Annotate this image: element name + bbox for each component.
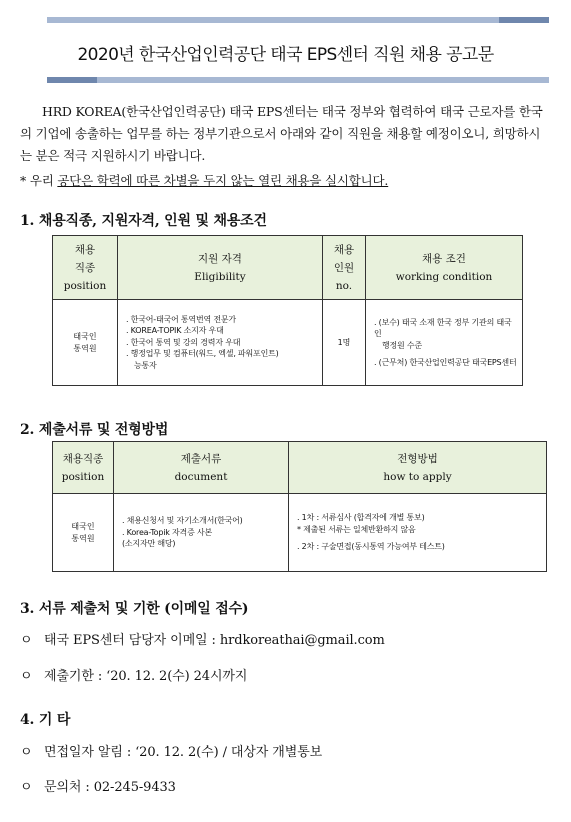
cell-position: 태국인 통역원 (53, 494, 114, 572)
header-how-to-apply: 전형방법 how to apply (289, 442, 547, 494)
page-title: 2020년 한국산업인력공단 태국 EPS센터 직원 채용 공고문 (77, 45, 494, 65)
header-condition: 채용 조건 working condition (366, 236, 523, 300)
bottom-decor-bar-accent (47, 77, 97, 83)
contact-text: 문의처 : 02-245-9433 (44, 780, 176, 795)
header-count: 채용 인원 no. (323, 236, 366, 300)
bullet: ㅇ (20, 633, 33, 648)
header-eligibility: 지원 자격 Eligibility (118, 236, 323, 300)
documents-table (52, 441, 547, 572)
list-item-contact (20, 776, 176, 795)
deadline-text: 제출기한 : ‘20. 12. 2(수) 24시까지 (44, 669, 248, 684)
list-item-interview (20, 741, 322, 760)
cell-count: 1명 (323, 300, 366, 386)
equal-opportunity-note (20, 171, 388, 189)
section2-heading: 2. 제출서류 및 전형방법 (20, 422, 169, 438)
section1-heading: 1. 채용직종, 지원자격, 인원 및 채용조건 (20, 213, 267, 229)
table-row (53, 494, 547, 572)
cell-position: 태국인 통역원 (53, 300, 118, 386)
list-item-email (20, 629, 385, 648)
intro-paragraph: HRD KOREA(한국산업인력공단) 태국 EPS센터는 태국 정부와 협력하여 태국 근로자를 한국의 기업에 송출하는 업무를 하는 정부기관으로서 아래와 같이 직원을 채용할 예정이오니, 희망하시는 분은 적극 지원하시기 바랍니다. (20, 104, 543, 163)
cell-method: . 1차 : 서류심사 (합격자에 개별 통보) * 제출된 서류는 일체반환하지 않음 . 2차 : 구술면접(동시통역 가능여부 테스트) (289, 494, 547, 572)
bullet: ㅇ (20, 669, 33, 684)
bullet: ㅇ (20, 780, 33, 795)
top-decor-bar (47, 17, 549, 23)
table-row (53, 300, 523, 386)
cell-condition: . (보수) 태국 소재 한국 정부 기관의 태국인 행정원 수준 . (근무처) 한국산업인력공단 태국EPS센터 (366, 300, 523, 386)
bottom-decor-bar (47, 77, 549, 83)
header-position: 채용 직종 position (53, 236, 118, 300)
section4-heading: 4. 기 타 (20, 712, 71, 728)
interview-text: 면접일자 알림 : ‘20. 12. 2(수) / 대상자 개별통보 (44, 745, 323, 760)
list-item-deadline (20, 665, 247, 684)
bullet: ㅇ (20, 745, 33, 760)
top-decor-bar-accent (499, 17, 549, 23)
header-position: 채용직종 position (53, 442, 114, 494)
cell-eligibility: . 한국어-태국어 통역번역 전문가 . KOREA-TOPIK 소지자 우대 . 한국어 통역 및 강의 경력자 우대 . 행정업무 및 컴퓨터(워드, 엑셀, 파워포인트) 능통자 (118, 300, 323, 386)
recruitment-table (52, 235, 523, 386)
header-document: 제출서류 document (114, 442, 289, 494)
cell-documents: . 채용신청서 및 자기소개서(한국어) . Korea-Topik 자격증 사본 (소지자만 해당) (114, 494, 289, 572)
note-underlined: 공단은 학력에 따른 차별을 두지 않는 열린 채용을 실시합니다. (57, 173, 389, 188)
section3-heading: 3. 서류 제출처 및 기한 (이메일 접수) (20, 601, 249, 617)
email-text: 태국 EPS센터 담당자 이메일 : hrdkoreathai@gmail.com (44, 633, 385, 648)
note-prefix: * 우리 (20, 173, 58, 188)
